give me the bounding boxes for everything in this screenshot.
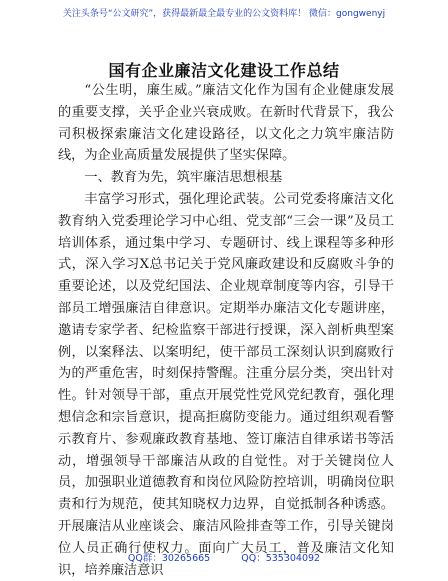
footer-qq-group: QQ群：30265665 bbox=[127, 553, 211, 564]
intro-paragraph: “公生明，廉生威。”廉洁文化作为国有企业健康发展的重要支撑，关乎企业兴衰成败。在新时代背景下，我公司积极探索廉洁文化建设路径，以文化之力筑牢廉洁防线，为企业高质量发展提供了坚实保障。 bbox=[58, 83, 394, 164]
footer-contact bbox=[0, 553, 448, 565]
top-promo-banner: 关注头条号“公文研究”，获得最新最全最专业的公文资料库！ 微信：gongwenyj bbox=[62, 9, 386, 19]
document-body bbox=[58, 80, 394, 581]
footer-qq: QQ：535304092 bbox=[241, 553, 321, 564]
section-1-heading: 一、教育为先，筑牢廉洁思想根基 bbox=[84, 170, 283, 186]
section-1-paragraph: 丰富学习形式，强化理论武装。公司党委将廉洁文化教育纳入党委理论学习中心组、党支部“三会一课”及员工培训体系，通过集中学习、专题研讨、线上课程等多种形式，深入学习X总书记关于党风廉政建设和反腐败斗争的重要论述，以及党纪国法、企业规章制度等内容，引导干部员工增强廉洁自律意识。定期举办廉洁文化专题讲座，邀请专家学者、纪检监察干部进行授课，深入剖析典型案例，以案释法、以案明纪，使干部员工深刻认识到腐败行为的严重危害，时刻保持警醒。注重分层分类，突出针对性。针对领导干部，重点开展党性党风党纪教育，强化理想信念和宗旨意识，提高拒腐防变能力。通过组织观看警示教育片、参观廉政教育基地、签订廉洁自律承诺书等活动，增强领导干部廉洁从政的自觉性。对于关键岗位人员，加强职业道德教育和岗位风险防控培训，明确岗位职责和行为规范，使其知晓权力边界，自觉抵制各种诱惑。开展廉洁从业座谈会、廉洁风险排查等工作，引导关键岗位人员正确行使权力。面向广大员工，普及廉洁文化知识，培养廉洁意识 bbox=[58, 191, 394, 578]
document-title: 国有企业廉洁文化建设工作总结 bbox=[108, 61, 340, 80]
